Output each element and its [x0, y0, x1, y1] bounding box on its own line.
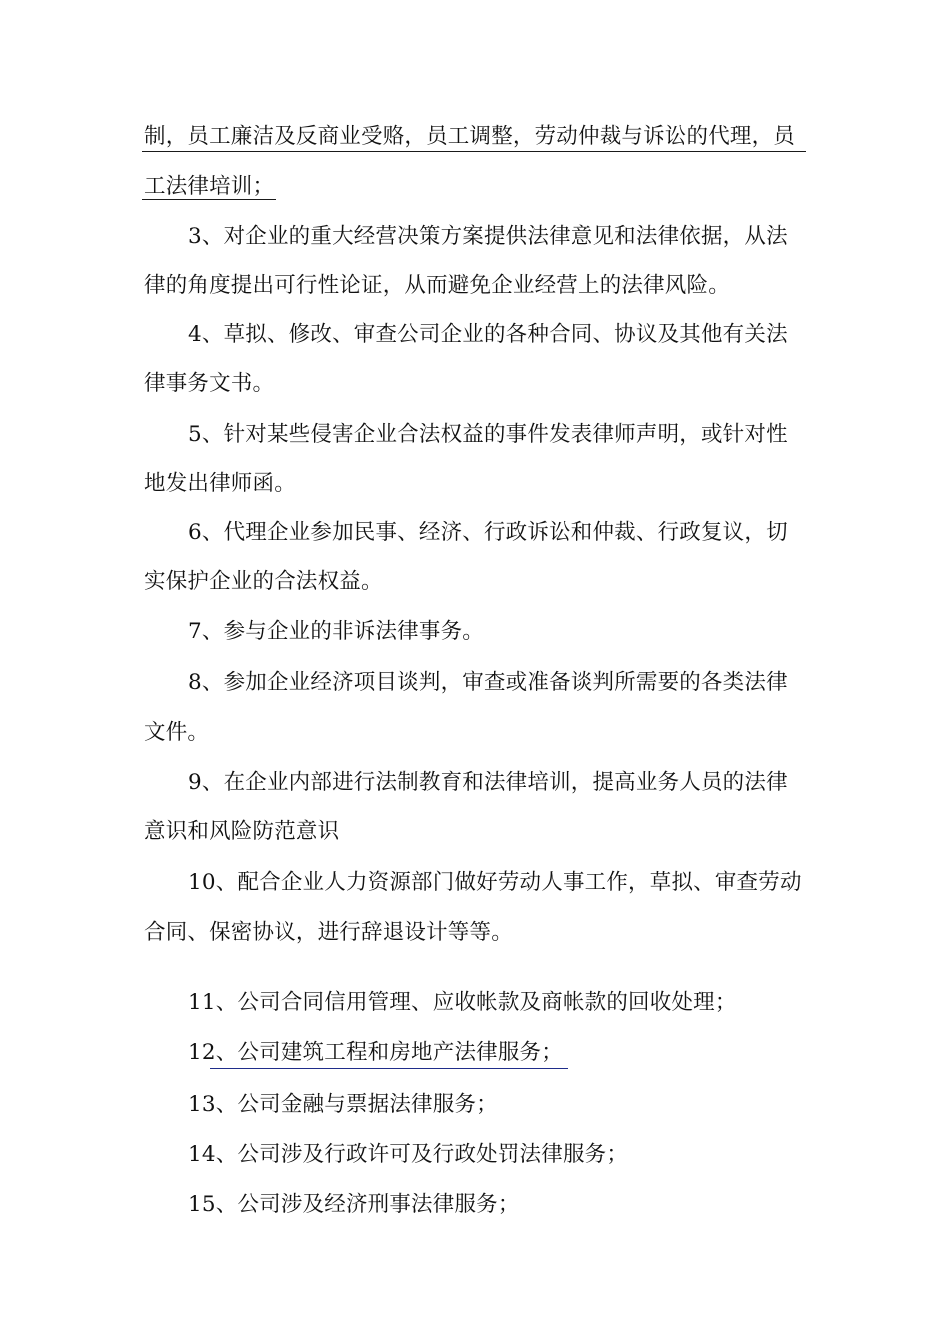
list-item-first-line: 12、公司建筑工程和房地产法律服务； — [188, 1040, 563, 1065]
list-item-continuation: 地发出律师函。 — [144, 471, 296, 496]
list-item-first-line: 7、参与企业的非诉法律事务。 — [188, 619, 484, 644]
list-item-first-line: 13、公司金融与票据法律服务； — [188, 1092, 498, 1117]
list-item-first-line: 3、对企业的重大经营决策方案提供法律意见和法律依据，从法 — [188, 224, 788, 249]
list-item-first-line: 4、草拟、修改、审查公司企业的各种合同、协议及其他有关法 — [188, 322, 788, 347]
list-item-first-line: 8、参加企业经济项目谈判，审查或准备谈判所需要的各类法律 — [188, 670, 788, 695]
text-line: 工法律培训； — [144, 174, 275, 199]
list-item-continuation: 合同、保密协议，进行辞退设计等等。 — [144, 920, 513, 945]
list-item-first-line: 9、在企业内部进行法制教育和法律培训，提高业务人员的法律 — [188, 770, 788, 795]
list-item-continuation: 意识和风险防范意识 — [144, 819, 340, 844]
list-item-first-line: 10、配合企业人力资源部门做好劳动人事工作，草拟、审查劳动 — [188, 870, 802, 895]
list-item-continuation: 律的角度提出可行性论证，从而避免企业经营上的法律风险。 — [144, 273, 730, 298]
list-item-first-line: 5、针对某些侵害企业合法权益的事件发表律师声明，或针对性 — [188, 422, 788, 447]
text-underline — [210, 1068, 568, 1069]
list-item-first-line: 11、公司合同信用管理、应收帐款及商帐款的回收处理； — [188, 990, 737, 1015]
list-item-first-line: 14、公司涉及行政许可及行政处罚法律服务； — [188, 1142, 629, 1167]
list-item-continuation: 文件。 — [144, 720, 210, 745]
list-item-continuation: 实保护企业的合法权益。 — [144, 569, 383, 594]
text-line: 制，员工廉洁及反商业受赂，员工调整，劳动仲裁与诉讼的代理，员 — [144, 124, 796, 149]
list-item-first-line: 15、公司涉及经济刑事法律服务； — [188, 1192, 520, 1217]
text-underline — [142, 151, 806, 152]
text-underline — [142, 199, 276, 200]
list-item-continuation: 律事务文书。 — [144, 371, 275, 396]
list-item-first-line: 6、代理企业参加民事、经济、行政诉讼和仲裁、行政复议，切 — [188, 520, 788, 545]
